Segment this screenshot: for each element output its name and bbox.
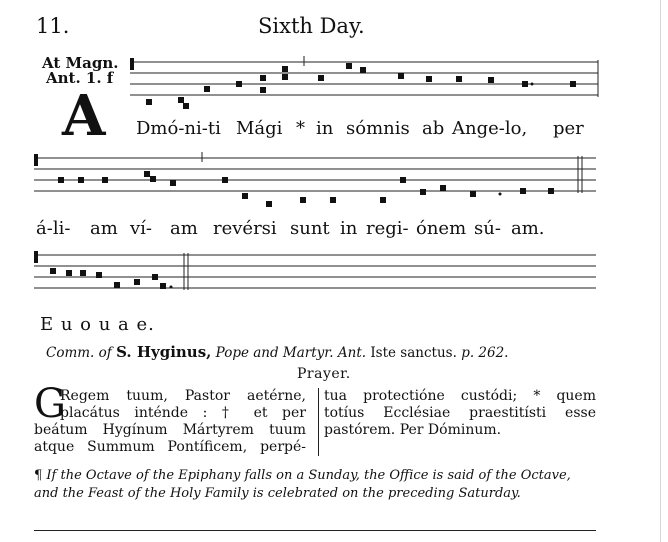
euouae-line: E u o u a e.: [40, 314, 155, 335]
rubric-note: ¶ If the Octave of the Epiphany falls on a Sunday, the Office is said of the Octave, and the Feast of the Holy Family is celebrated on the preceding Saturday.: [34, 468, 571, 501]
column-divider: [318, 388, 319, 456]
prayer-column-2: tua protectióne custódi; * quem totíus Ecclésiae praestitísti esse pastórem. Per Dóminum.: [324, 388, 596, 438]
prayer-column-1: Regem tuum, Pastor aetérne, placátus inténde : † et per beátum Hygínum Mártyrem tuum atque Summum Pontíficem, perpé-: [34, 388, 306, 455]
commemoration-line: Comm. of S. Hyginus, Pope and Martyr. Ant. Iste sanctus. p. 262.: [46, 343, 509, 361]
page-number: 11.: [36, 14, 70, 38]
antiphon-label-line2: Ant. 1. f: [46, 69, 114, 87]
prayer-title: Prayer.: [297, 366, 351, 382]
page-title: Sixth Day.: [258, 14, 365, 38]
pilcrow-icon: ¶: [34, 468, 43, 483]
breviary-page: 11. Sixth Day. At Magn. Ant. 1. f A Dmó-ni-ti Mági * in sómnis ab Ange-lo, per á-li- am ví- am revérsi sunt in regi- ónem sú- am. E u o u a e. Comm. of S. Hyginus, Pope and Martyr. Ant. Iste sanctus. p. 262. Prayer. G Regem tuum, Pastor aetérne, placátus inténde : † et per beátum Hygínum Mártyrem tuum atque Summum Pontíficem, perpé- tua protectióne custódi; * quem totíus Ecclésiae praestitísti esse pastórem. Per Dóminum. ¶ If the Octave of the Epiphany falls on a Sunday, the Office is said of the Octave, and the Feast of the Holy Family is celebrated on the preceding Saturday.: [0, 0, 668, 542]
antiphon-label-line1: At Magn.: [42, 54, 119, 72]
antiphon-initial: A: [62, 83, 106, 149]
prayer-initial: G: [34, 381, 66, 427]
bottom-rule: [34, 530, 596, 531]
